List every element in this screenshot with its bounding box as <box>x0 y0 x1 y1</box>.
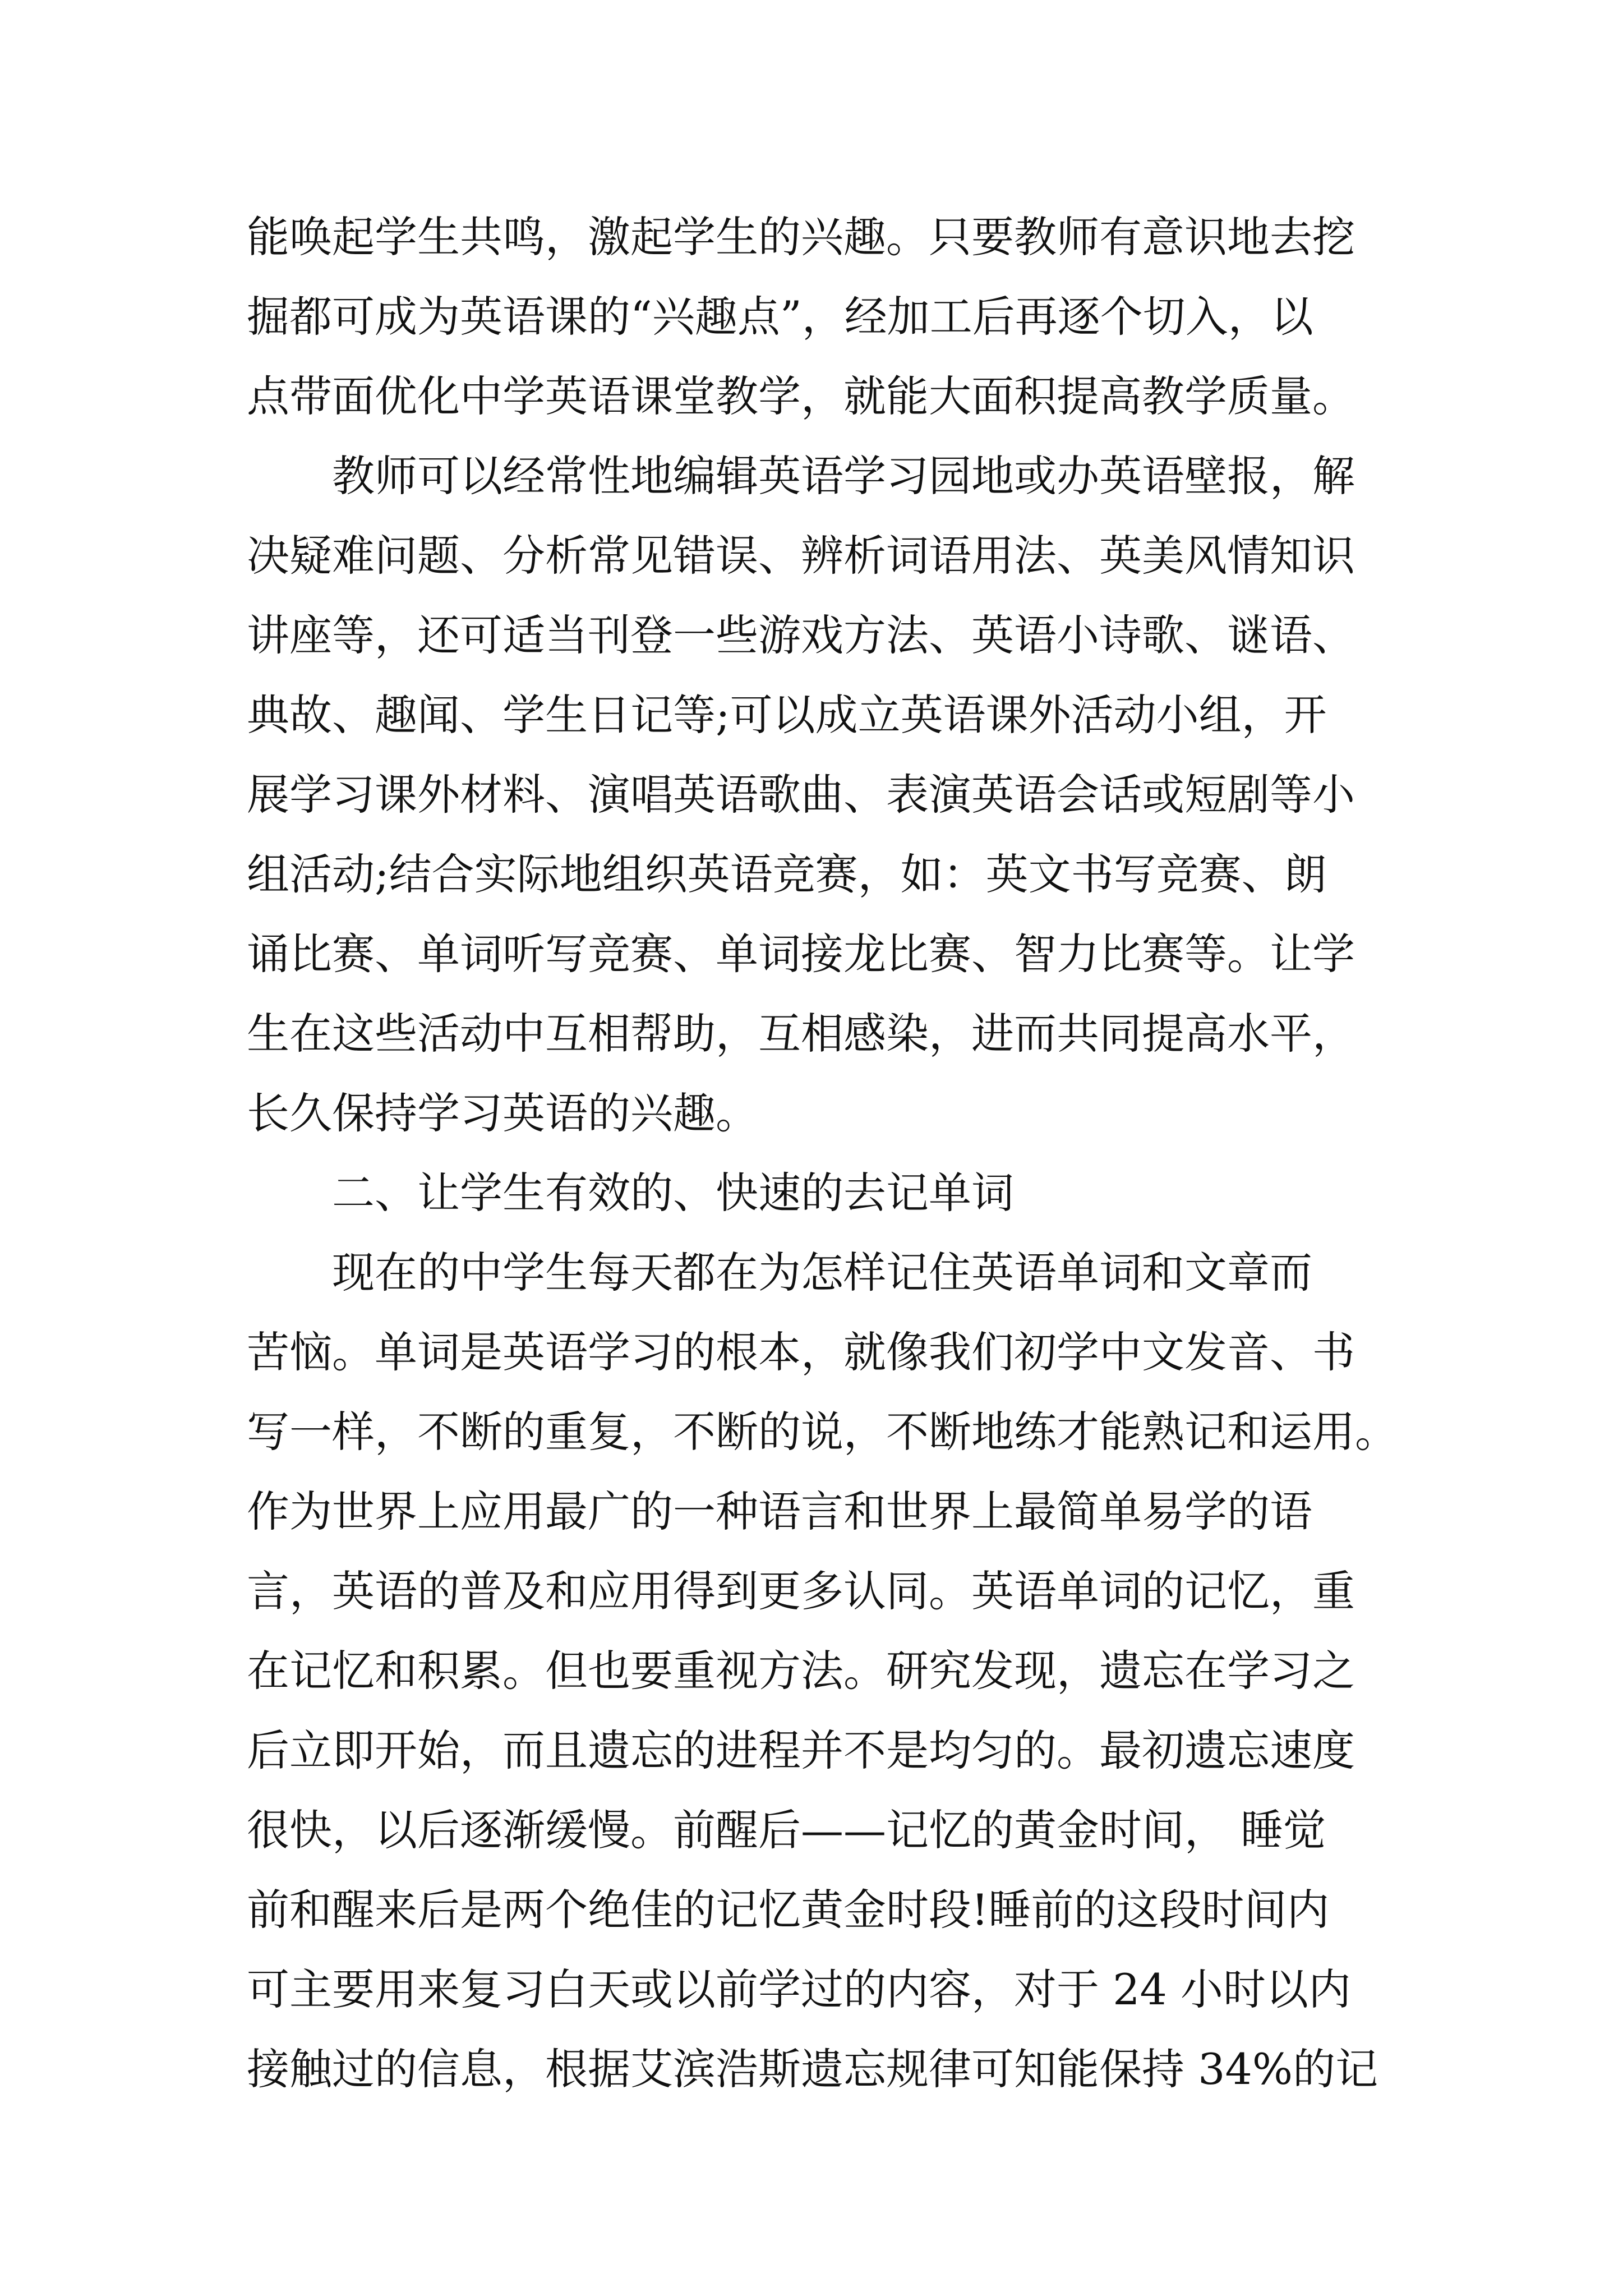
text-line: 展学习课外材料、演唱英语歌曲、表演英语会话或短剧等小 <box>247 770 1355 820</box>
paragraph-start-line: 教师可以经常性地编辑英语学习园地或办英语壁报，解 <box>332 451 1355 501</box>
text-line: 可主要用来复习白天或以前学过的内容，对于 24 小时以内 <box>247 1964 1352 2014</box>
text-line: 生在这些活动中互相帮助，互相感染，进而共同提高水平， <box>247 1009 1355 1059</box>
text-line: 苦恼。单词是英语学习的根本，就像我们初学中文发音、书 <box>247 1327 1355 1377</box>
text-line: 典故、趣闻、学生日记等;可以成立英语课外活动小组，开 <box>247 690 1327 740</box>
text-line: 后立即开始，而且遗忘的进程并不是均匀的。最初遗忘速度 <box>247 1726 1355 1775</box>
text-line: 很快，以后逐渐缓慢。前醒后——记忆的黄金时间， 睡觉 <box>247 1805 1326 1855</box>
text-line: 组活动;结合实际地组织英语竞赛，如：英文书写竞赛、朗 <box>247 849 1327 899</box>
text-line: 诵比赛、单词听写竞赛、单词接龙比赛、智力比赛等。让学 <box>247 929 1355 979</box>
text-line: 前和醒来后是两个绝佳的记忆黄金时段!睡前的这段时间内 <box>247 1885 1330 1935</box>
text-line: 掘都可成为英语课的“兴趣点”，经加工后再逐个切入，以 <box>247 292 1313 342</box>
text-line: 作为世界上应用最广的一种语言和世界上最简单易学的语 <box>247 1487 1312 1536</box>
text-line: 讲座等，还可适当刊登一些游戏方法、英语小诗歌、谜语、 <box>247 610 1355 660</box>
document-body <box>247 197 1402 2109</box>
text-line: 写一样，不断的重复，不断的说，不断地练才能熟记和运用。 <box>247 1407 1398 1457</box>
text-line: 决疑难问题、分析常见错误、辨析词语用法、英美风情知识 <box>247 531 1355 581</box>
text-line: 在记忆和积累。但也要重视方法。研究发现，遗忘在学习之 <box>247 1646 1355 1696</box>
text-line: 言，英语的普及和应用得到更多认同。英语单词的记忆，重 <box>247 1566 1355 1616</box>
paragraph-start-line: 现在的中学生每天都在为怎样记住英语单词和文章而 <box>332 1248 1312 1297</box>
text-line: 接触过的信息，根据艾滨浩斯遗忘规律可知能保持 34%的记 <box>247 2044 1378 2094</box>
text-line: 长久保持学习英语的兴趣。 <box>247 1088 758 1138</box>
text-line: 点带面优化中学英语课堂教学，就能大面积提高教学质量。 <box>247 371 1355 421</box>
section-heading: 二、让学生有效的、快速的去记单词 <box>332 1168 1014 1218</box>
text-line: 能唤起学生共鸣，激起学生的兴趣。只要教师有意识地去挖 <box>247 212 1355 262</box>
